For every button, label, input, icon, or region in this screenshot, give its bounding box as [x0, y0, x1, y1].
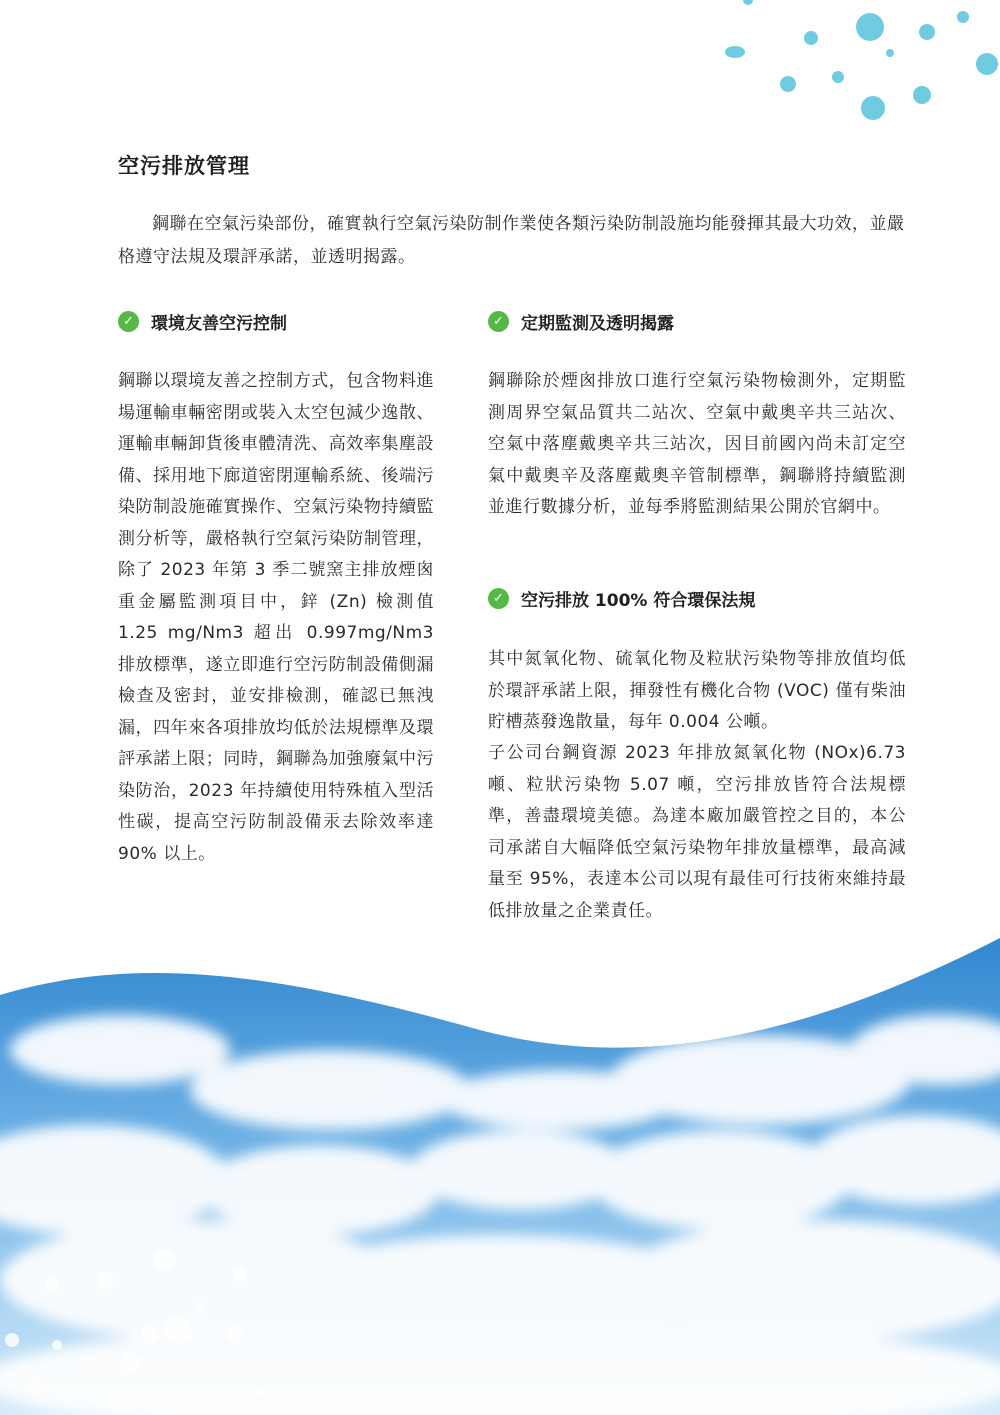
page-title: 空污排放管理: [118, 154, 250, 178]
intro-paragraph: 鋼聯在空氣污染部份，確實執行空氣污染防制作業使各類污染防制設施均能發揮其最大功效，並嚴格遵守法規及環評承諾，並透明揭露。: [118, 214, 905, 267]
decorative-dots: [700, 0, 1000, 140]
section-heading-monitoring: [488, 309, 674, 334]
compliance-paragraph-1: 其中氮氧化物、硫氧化物及粒狀污染物等排放值均低於環評承諾上限，揮發性有機化合物 (VOC) 僅有柴油貯槽蒸發逸散量，每年 0.004 公噸。: [488, 649, 906, 732]
check-circle-icon: ✓: [488, 588, 509, 609]
section-heading-eco-control: [118, 309, 287, 334]
monitoring-paragraph: 鋼聯除於煙囪排放口進行空氣污染物檢測外，定期監測周界空氣品質共二站次、空氣中戴奧辛共三站次、空氣中落塵戴奧辛共三站次，因目前國內尚未訂定空氣中戴奧辛及落塵戴奧辛管制標準，鋼聯將持續監測並進行數據分析，並每季將監測結果公開於官網中。: [488, 371, 906, 517]
section-heading-compliance: [488, 586, 755, 611]
compliance-paragraph-2: 子公司台鋼資源 2023 年排放氮氧化物 (NOx)6.73 噸、粒狀污染物 5.07 噸，空污排放皆符合法規標準，善盡環境美德。為達本廠加嚴管控之目的，本公司承諾自大幅降低空氣污染物年排放量標準，最高減量至 95%，表達本公司以現有最佳可行技術來維持最低排放量之企業責任。: [488, 743, 906, 921]
sky-clouds-illustration: [0, 930, 1000, 1415]
check-circle-icon: ✓: [488, 311, 509, 332]
section-heading-label: 空污排放 100% 符合環保法規: [521, 591, 756, 611]
eco-control-paragraph: 鋼聯以環境友善之控制方式，包含物料進場運輸車輛密閉或裝入太空包減少逸散、運輸車輛卸貨後車體清洗、高效率集塵設備、採用地下廊道密閉運輸系統、後端污染防制設施確實操作、空氣污染物持續監測分析等，嚴格執行空氣污染防制管理，除了 2023 年第 3 季二號窯主排放煙囪重金屬監測項目中，鋅 (Zn) 檢測值 1.25 mg/Nm3 超出 0.997mg/Nm3 排放標準，遂立即進行空污防制設備側漏檢查及密封，並安排檢測，確認已無洩漏，四年來各項排放均低於法規標準及環評承諾上限；同時，鋼聯為加強廢氣中污染防治，2023 年持續使用特殊植入型活性碳，提高空污防制設備汞去除效率達 90% 以上。: [118, 371, 434, 864]
section-heading-label: 定期監測及透明揭露: [521, 314, 674, 334]
section-heading-label: 環境友善空污控制: [151, 314, 287, 334]
check-circle-icon: ✓: [118, 311, 139, 332]
